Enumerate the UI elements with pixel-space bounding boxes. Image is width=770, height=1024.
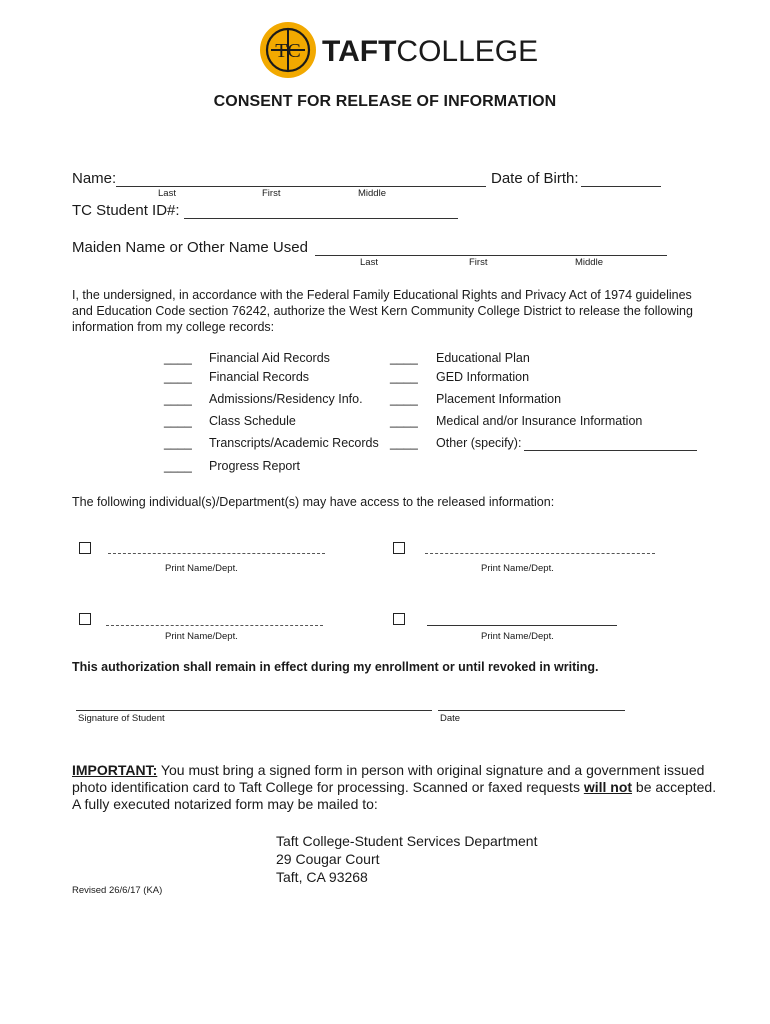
checkbox-individual-1[interactable] [79, 542, 91, 554]
record-class-schedule: Class Schedule [209, 414, 296, 428]
checkbox-individual-3[interactable] [79, 613, 91, 625]
date-line[interactable] [438, 710, 625, 711]
address-line-3: Taft, CA 93268 [276, 869, 368, 885]
address-line-1: Taft College-Student Services Department [276, 833, 538, 849]
maiden-sub-first: First [469, 257, 488, 268]
name-label: Name: [72, 170, 117, 187]
record-financial-aid: Financial Aid Records [209, 351, 330, 365]
access-text: The following individual(s)/Department(s) may have access to the released information: [72, 495, 555, 509]
record-ged: GED Information [436, 370, 530, 384]
maiden-sub-middle: Middle [575, 257, 603, 268]
student-id-label: TC Student ID#: [72, 202, 180, 219]
logo-wordmark: TAFTCOLLEGE [322, 35, 539, 68]
blank-financial-records[interactable]: ____ [164, 370, 192, 384]
print-name-line-4[interactable] [427, 625, 617, 626]
checkbox-individual-2[interactable] [393, 542, 405, 554]
maiden-name-input-line[interactable] [315, 255, 667, 256]
important-text-2: be accepted. A fully executed notarized form may be mailed to: [72, 779, 717, 812]
record-other: Other (specify): [436, 436, 522, 450]
blank-other[interactable]: ____ [390, 436, 418, 450]
blank-financial-aid[interactable]: ____ [164, 351, 192, 365]
print-name-line-2[interactable] [425, 553, 655, 554]
blank-medical[interactable]: ____ [390, 414, 418, 428]
blank-placement[interactable]: ____ [390, 392, 418, 406]
important-label: IMPORTANT: [72, 762, 158, 778]
name-sub-first: First [262, 188, 281, 199]
blank-progress-report[interactable]: ____ [164, 459, 192, 473]
print-name-label-1: Print Name/Dept. [165, 563, 238, 574]
print-name-label-2: Print Name/Dept. [481, 563, 554, 574]
revision-note: Revised 26/6/17 (KA) [72, 885, 163, 896]
important-emphasis: will not [583, 779, 633, 795]
other-specify-line[interactable] [524, 450, 697, 451]
checkbox-individual-4[interactable] [393, 613, 405, 625]
print-name-label-3: Print Name/Dept. [165, 631, 238, 642]
student-id-input-line[interactable] [184, 218, 458, 219]
blank-ged[interactable]: ____ [390, 370, 418, 384]
important-notice [72, 762, 722, 813]
blank-educational-plan[interactable]: ____ [390, 351, 418, 365]
name-input-line[interactable] [116, 186, 486, 187]
dob-input-line[interactable] [581, 186, 661, 187]
intro-paragraph: I, the undersigned, in accordance with the Federal Family Educational Rights and Privacy Act of 1974 guidelines and Education Code section 76242, authorize the West Kern Community College District to release the following information from my college records: [72, 288, 693, 334]
print-name-label-4: Print Name/Dept. [481, 631, 554, 642]
blank-class-schedule[interactable]: ____ [164, 414, 192, 428]
blank-admissions[interactable]: ____ [164, 392, 192, 406]
print-name-line-3[interactable] [106, 625, 323, 626]
signature-line[interactable] [76, 710, 432, 711]
date-label: Date [440, 713, 461, 724]
record-financial-records: Financial Records [209, 370, 310, 384]
record-progress-report: Progress Report [209, 459, 301, 473]
logo-monogram: TC [275, 40, 301, 62]
dob-label: Date of Birth: [491, 170, 579, 187]
address-line-2: 29 Cougar Court [276, 851, 380, 867]
form-title: CONSENT FOR RELEASE OF INFORMATION [213, 93, 557, 110]
record-transcripts: Transcripts/Academic Records [209, 436, 379, 450]
record-placement: Placement Information [436, 392, 562, 406]
print-name-line-1[interactable] [108, 553, 325, 554]
record-medical: Medical and/or Insurance Information [436, 414, 643, 428]
important-text-1: You must bring a signed form in person with original signature and a government issued photo identification card to Taft College for processing. Scanned or faxed requests [72, 762, 705, 795]
record-educational-plan: Educational Plan [436, 351, 530, 365]
name-sub-middle: Middle [358, 188, 386, 199]
maiden-name-label: Maiden Name or Other Name Used [72, 239, 308, 256]
maiden-sub-last: Last [360, 257, 378, 268]
blank-transcripts[interactable]: ____ [164, 436, 192, 450]
authorization-statement: This authorization shall remain in effect during my enrollment or until revoked in writing. [72, 660, 599, 674]
taft-college-logo [258, 20, 539, 82]
record-admissions: Admissions/Residency Info. [209, 392, 363, 406]
name-sub-last: Last [158, 188, 176, 199]
signature-label: Signature of Student [78, 713, 165, 724]
